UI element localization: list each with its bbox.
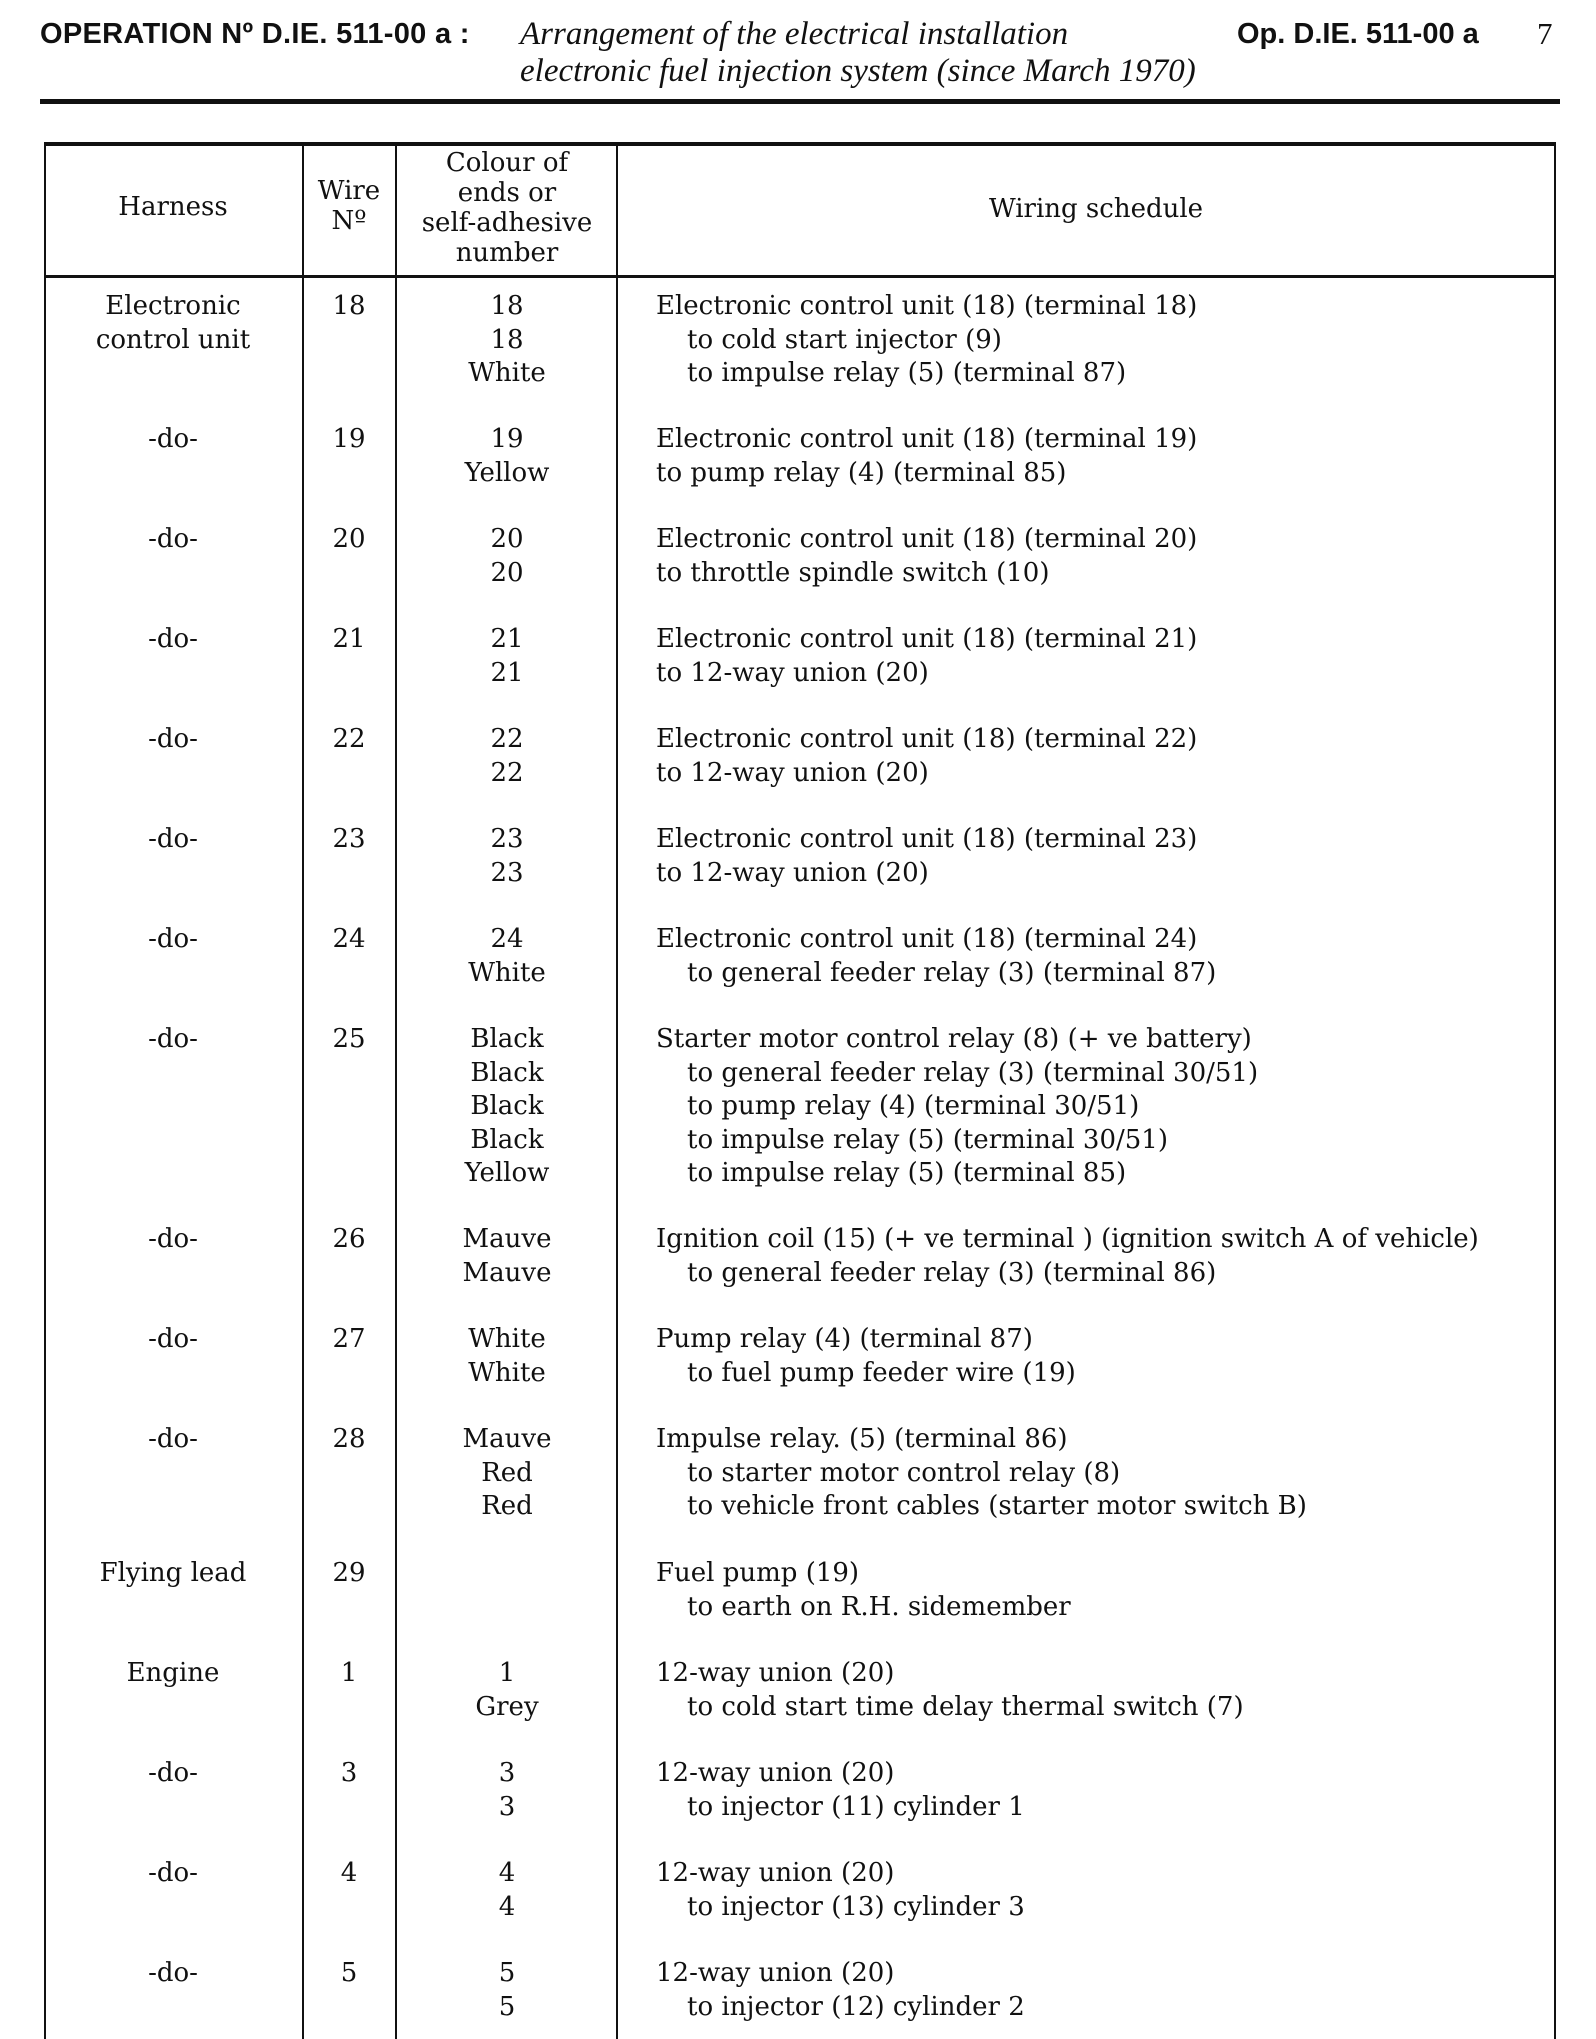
harness-text: -do- bbox=[148, 1024, 198, 1054]
schedule-line: to impulse relay (5) (terminal 87) bbox=[687, 358, 1127, 388]
colour-cell bbox=[398, 1657, 616, 1724]
colour-cell bbox=[398, 1957, 616, 2024]
colour-text: 18 bbox=[490, 324, 524, 355]
colour-text: Red bbox=[481, 1491, 533, 1521]
colour-cell bbox=[398, 1223, 616, 1290]
harness-text: -do- bbox=[148, 1324, 198, 1354]
colour-text: 20 bbox=[490, 524, 524, 554]
wire-number-cell: 21 bbox=[332, 624, 366, 654]
colour-cell bbox=[398, 923, 616, 990]
schedule-line: to fuel pump feeder wire (19) bbox=[687, 1357, 1076, 1388]
colour-cell bbox=[398, 1757, 616, 1824]
colour-text: Yellow bbox=[464, 1158, 550, 1188]
column-header-colour-line: self-adhesive bbox=[421, 208, 593, 238]
harness-cell bbox=[48, 923, 298, 957]
colour-text: 19 bbox=[490, 424, 524, 454]
schedule-line: Electronic control unit (18) (terminal 19) bbox=[656, 424, 1198, 454]
colour-text: 23 bbox=[490, 857, 524, 888]
schedule-line: Electronic control unit (18) (terminal 23) bbox=[656, 824, 1198, 854]
colour-text: White bbox=[468, 957, 546, 988]
wiring-table bbox=[44, 142, 1556, 2039]
table-border-left bbox=[44, 142, 46, 2039]
colour-text: Yellow bbox=[464, 457, 550, 488]
wire-number-cell: 26 bbox=[332, 1224, 366, 1254]
colour-cell bbox=[398, 1857, 616, 1924]
schedule-line: to vehicle front cables (starter motor switch B) bbox=[687, 1491, 1307, 1521]
column-header-colour-line: Colour of bbox=[445, 148, 569, 178]
wiring-schedule-cell bbox=[656, 923, 1556, 990]
harness-cell bbox=[48, 423, 298, 457]
header-row-border bbox=[44, 275, 1556, 278]
schedule-line: Starter motor control relay (8) (+ ve battery) bbox=[656, 1024, 1252, 1054]
colour-cell bbox=[398, 523, 616, 590]
harness-cell bbox=[48, 1023, 298, 1057]
schedule-line: to general feeder relay (3) (terminal 86) bbox=[687, 1257, 1217, 1288]
colour-text: 5 bbox=[498, 1991, 516, 2022]
wiring-schedule-cell bbox=[656, 1657, 1556, 1724]
colour-text: 1 bbox=[498, 1658, 516, 1688]
schedule-line: to impulse relay (5) (terminal 85) bbox=[687, 1158, 1127, 1188]
wire-number-cell: 4 bbox=[340, 1858, 358, 1888]
colour-text: Black bbox=[470, 1124, 544, 1155]
colour-text: 5 bbox=[498, 1958, 516, 1988]
schedule-line: to injector (13) cylinder 3 bbox=[687, 1891, 1025, 1922]
operation-number: OPERATION Nº D.IE. 511-00 a : bbox=[40, 18, 470, 50]
wire-number-cell: 23 bbox=[332, 824, 366, 854]
wiring-schedule-cell bbox=[656, 1223, 1556, 1290]
schedule-line: to general feeder relay (3) (terminal 30/51) bbox=[687, 1057, 1259, 1088]
harness-cell bbox=[48, 1957, 298, 1991]
colour-text: Grey bbox=[475, 1691, 539, 1722]
harness-cell bbox=[48, 823, 298, 857]
schedule-line: to cold start injector (9) bbox=[687, 324, 1002, 355]
operation-reference: Op. D.IE. 511-00 a bbox=[1237, 18, 1479, 50]
wire-number-cell: 3 bbox=[340, 1758, 358, 1788]
schedule-line: Electronic control unit (18) (terminal 24) bbox=[656, 924, 1198, 954]
harness-text: -do- bbox=[148, 624, 198, 654]
harness-text: -do- bbox=[148, 824, 198, 854]
wiring-schedule-cell bbox=[656, 1857, 1556, 1924]
harness-cell bbox=[48, 1323, 298, 1357]
wiring-schedule-cell bbox=[656, 823, 1556, 890]
harness-cell bbox=[48, 723, 298, 757]
wire-number-cell: 18 bbox=[332, 291, 366, 321]
colour-text: 18 bbox=[490, 291, 524, 321]
harness-cell bbox=[48, 1423, 298, 1457]
schedule-line: to cold start time delay thermal switch (7) bbox=[687, 1691, 1244, 1722]
schedule-line: to injector (11) cylinder 1 bbox=[687, 1791, 1025, 1822]
wiring-schedule-cell bbox=[656, 623, 1556, 690]
wire-number-cell: 27 bbox=[332, 1324, 366, 1354]
colour-cell bbox=[398, 1423, 616, 1524]
wiring-schedule-cell bbox=[656, 1957, 1556, 2024]
schedule-line: to starter motor control relay (8) bbox=[687, 1457, 1121, 1488]
harness-text: -do- bbox=[148, 1224, 198, 1254]
wiring-schedule-cell bbox=[656, 1757, 1556, 1824]
harness-cell bbox=[48, 1557, 298, 1591]
column-header-colour bbox=[398, 148, 616, 268]
schedule-line: 12-way union (20) bbox=[656, 1658, 895, 1688]
harness-cell bbox=[48, 1857, 298, 1891]
wiring-schedule-cell bbox=[656, 723, 1556, 790]
harness-cell bbox=[48, 290, 298, 357]
harness-text: -do- bbox=[148, 1758, 198, 1788]
harness-text: -do- bbox=[148, 924, 198, 954]
colour-text: 21 bbox=[490, 657, 524, 688]
colour-text: 23 bbox=[490, 824, 524, 854]
schedule-line: to 12-way union (20) bbox=[656, 757, 929, 788]
harness-cell bbox=[48, 1657, 298, 1691]
wiring-schedule-cell bbox=[656, 1323, 1556, 1390]
schedule-line: 12-way union (20) bbox=[656, 1858, 895, 1888]
schedule-line: to earth on R.H. sidemember bbox=[687, 1591, 1071, 1622]
schedule-line: to pump relay (4) (terminal 30/51) bbox=[687, 1091, 1140, 1121]
table-top-border bbox=[44, 142, 1556, 146]
harness-cell bbox=[48, 1223, 298, 1257]
schedule-line: Impulse relay. (5) (terminal 86) bbox=[656, 1424, 1068, 1454]
colour-cell bbox=[398, 1323, 616, 1390]
schedule-line: to general feeder relay (3) (terminal 87) bbox=[687, 957, 1217, 988]
schedule-line: 12-way union (20) bbox=[656, 1758, 895, 1788]
colour-text: White bbox=[468, 1357, 546, 1388]
schedule-line: to pump relay (4) (terminal 85) bbox=[656, 457, 1067, 488]
header-rule bbox=[40, 99, 1560, 104]
column-divider bbox=[395, 142, 397, 2039]
schedule-line: 12-way union (20) bbox=[656, 1958, 895, 1988]
colour-cell bbox=[398, 823, 616, 890]
wiring-schedule-cell bbox=[656, 423, 1556, 490]
wire-number-cell: 1 bbox=[340, 1658, 358, 1688]
colour-text: 20 bbox=[490, 557, 524, 588]
harness-text: Electronic bbox=[105, 291, 241, 321]
colour-text: Black bbox=[470, 1091, 544, 1121]
schedule-line: to impulse relay (5) (terminal 30/51) bbox=[687, 1124, 1168, 1155]
colour-text: Mauve bbox=[462, 1257, 552, 1288]
schedule-line: Fuel pump (19) bbox=[656, 1558, 860, 1588]
colour-text: 21 bbox=[490, 624, 524, 654]
column-divider bbox=[616, 142, 618, 2039]
colour-text: Black bbox=[470, 1057, 544, 1088]
colour-text: 24 bbox=[490, 924, 524, 954]
harness-cell bbox=[48, 523, 298, 557]
harness-text: -do- bbox=[148, 424, 198, 454]
schedule-line: Electronic control unit (18) (terminal 18) bbox=[656, 291, 1198, 321]
colour-cell bbox=[398, 623, 616, 690]
page-number: 7 bbox=[1537, 16, 1553, 51]
wire-number-cell: 24 bbox=[332, 924, 366, 954]
column-header-wire-line: Nº bbox=[331, 206, 367, 236]
colour-text: White bbox=[468, 1324, 546, 1354]
colour-cell bbox=[398, 290, 616, 391]
wiring-schedule-cell bbox=[656, 1557, 1556, 1624]
column-header-wire-line: Wire bbox=[317, 176, 381, 206]
schedule-line: Electronic control unit (18) (terminal 22) bbox=[656, 724, 1198, 754]
schedule-line: Electronic control unit (18) (terminal 21) bbox=[656, 624, 1198, 654]
schedule-line: to injector (12) cylinder 2 bbox=[687, 1991, 1025, 2022]
wire-number-cell: 29 bbox=[332, 1558, 366, 1588]
harness-text: -do- bbox=[148, 524, 198, 554]
colour-text: 22 bbox=[490, 724, 524, 754]
schedule-line: Pump relay (4) (terminal 87) bbox=[656, 1324, 1033, 1354]
colour-text: 3 bbox=[498, 1791, 516, 1822]
colour-text: Mauve bbox=[462, 1224, 552, 1254]
harness-text: -do- bbox=[148, 1958, 198, 1988]
wire-number-cell: 25 bbox=[332, 1024, 366, 1054]
colour-cell bbox=[398, 723, 616, 790]
colour-text: 3 bbox=[498, 1758, 516, 1788]
colour-text: Red bbox=[481, 1457, 533, 1488]
harness-text: control unit bbox=[95, 324, 251, 355]
wiring-schedule-cell bbox=[656, 1423, 1556, 1524]
harness-text: -do- bbox=[148, 1424, 198, 1454]
wiring-schedule-cell bbox=[656, 523, 1556, 590]
wiring-schedule-cell bbox=[656, 1023, 1556, 1191]
schedule-line: to 12-way union (20) bbox=[656, 857, 929, 888]
document-title-line-1: Arrangement of the electrical installation bbox=[520, 16, 1069, 52]
wire-number-cell: 28 bbox=[332, 1424, 366, 1454]
schedule-line: Electronic control unit (18) (terminal 20) bbox=[656, 524, 1198, 554]
colour-text: 4 bbox=[498, 1891, 516, 1922]
harness-text: Engine bbox=[126, 1658, 220, 1688]
wire-number-cell: 20 bbox=[332, 524, 366, 554]
wire-number-cell: 22 bbox=[332, 724, 366, 754]
colour-text: Mauve bbox=[462, 1424, 552, 1454]
column-header-harness: Harness bbox=[118, 192, 228, 222]
colour-text: 22 bbox=[490, 757, 524, 788]
column-header-wiring-schedule: Wiring schedule bbox=[988, 194, 1204, 224]
colour-text: White bbox=[468, 358, 546, 388]
schedule-line: to 12-way union (20) bbox=[656, 657, 929, 688]
harness-text: -do- bbox=[148, 1858, 198, 1888]
wire-number-cell: 19 bbox=[332, 424, 366, 454]
schedule-line: to throttle spindle switch (10) bbox=[656, 557, 1050, 588]
column-header-colour-line: number bbox=[455, 238, 559, 268]
colour-text: 4 bbox=[498, 1858, 516, 1888]
colour-cell bbox=[398, 423, 616, 490]
harness-cell bbox=[48, 623, 298, 657]
colour-text: Black bbox=[470, 1024, 544, 1054]
harness-cell bbox=[48, 1757, 298, 1791]
harness-text: Flying lead bbox=[99, 1558, 247, 1588]
wire-number-cell: 5 bbox=[340, 1958, 358, 1988]
schedule-line: Ignition coil (15) (+ ve terminal ) (ignition switch A of vehicle) bbox=[656, 1224, 1479, 1254]
wiring-schedule-cell bbox=[656, 290, 1556, 391]
harness-text: -do- bbox=[148, 724, 198, 754]
colour-cell bbox=[398, 1023, 616, 1191]
page-header bbox=[40, 14, 1560, 94]
column-header-wire bbox=[304, 176, 394, 236]
document-title-line-2: electronic fuel injection system (since March 1970) bbox=[520, 53, 1196, 89]
column-header-colour-line: ends or bbox=[457, 178, 557, 208]
